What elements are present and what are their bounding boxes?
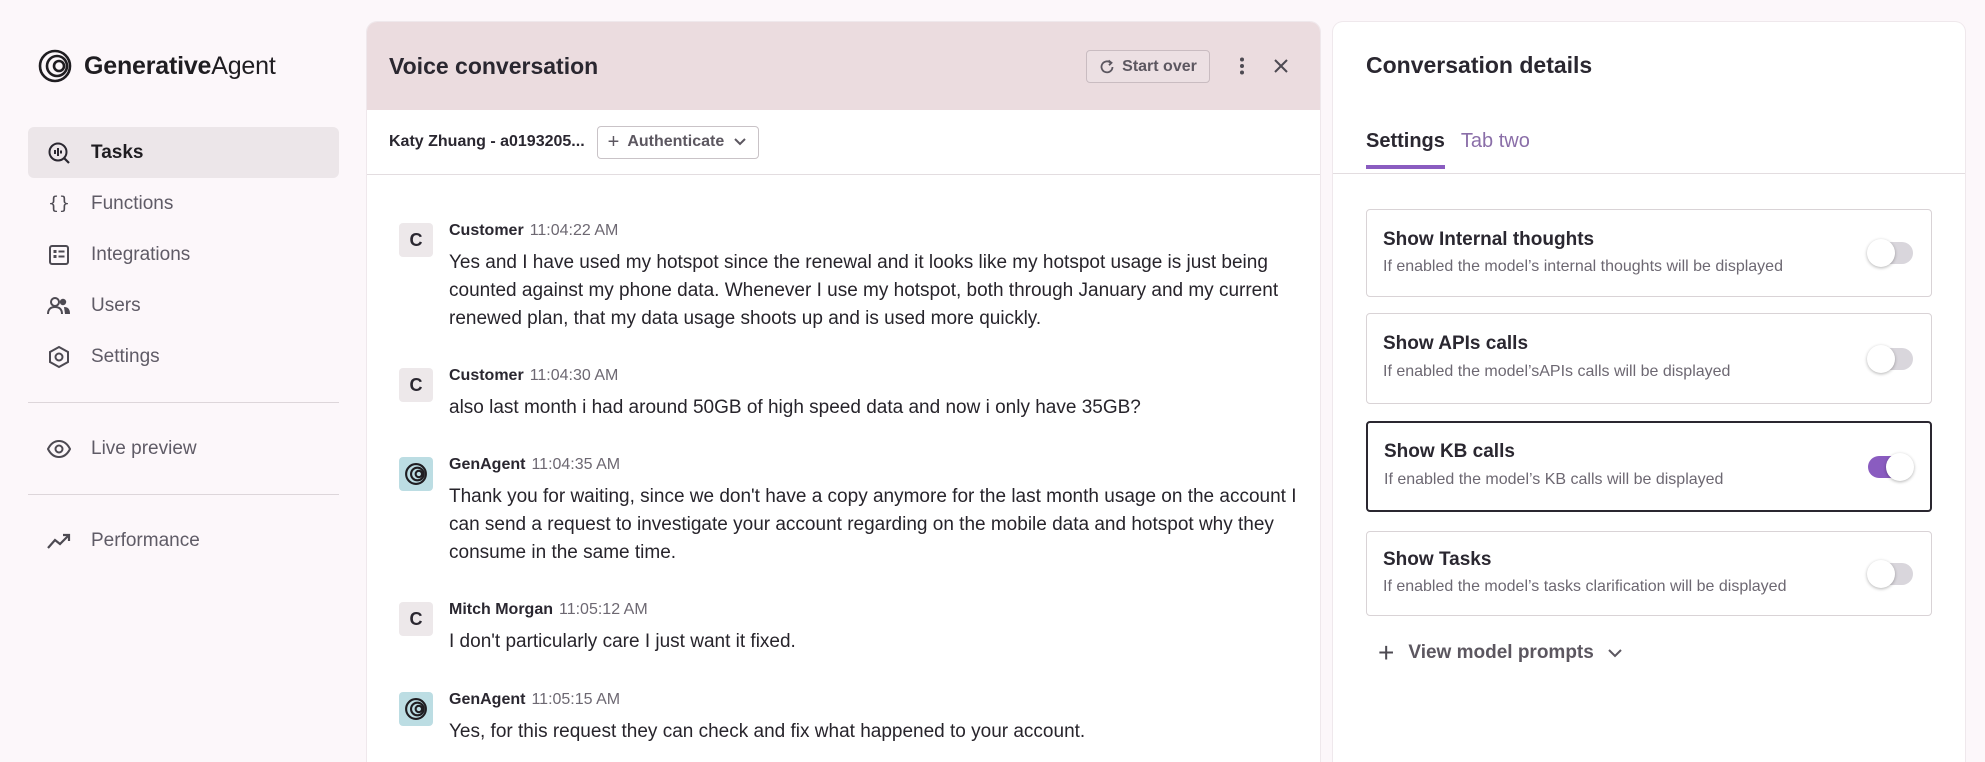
toggle-knob: [1867, 560, 1895, 588]
message-time: 11:04:30 AM: [529, 367, 619, 384]
tab-two[interactable]: Tab two: [1460, 130, 1530, 152]
toggle-kb-calls[interactable]: [1868, 456, 1912, 478]
setting-card-kb-calls: [1366, 421, 1932, 512]
sidebar-item-users[interactable]: [28, 280, 339, 331]
toggle-knob: [1886, 453, 1914, 481]
message-time: 11:04:22 AM: [529, 222, 619, 239]
voice-conversation-panel: [367, 22, 1320, 762]
functions-icon: {}: [48, 193, 70, 214]
message-time: 11:05:12 AM: [559, 601, 648, 618]
sidebar-item-label: Live preview: [91, 437, 197, 459]
setting-description: If enabled the model’sAPIs calls will be displayed: [1383, 363, 1731, 380]
message-text: I don't particularly care I just want it fixed.: [449, 631, 796, 652]
trend-icon: [46, 528, 72, 554]
conversation-title: Voice conversation: [389, 52, 599, 79]
users-icon: [46, 293, 72, 319]
avatar: C: [399, 223, 433, 257]
sidebar: [0, 0, 365, 762]
setting-card-api-calls: [1366, 313, 1932, 404]
message-text: Yes, for this request they can check and fix what happened to your account.: [449, 721, 1086, 742]
genagent-logo-icon: [404, 697, 428, 721]
message-author: GenAgent: [449, 456, 526, 473]
genagent-avatar: [399, 692, 433, 726]
sidebar-item-label: Performance: [91, 529, 200, 551]
message-author: Customer: [449, 222, 524, 239]
setting-description: If enabled the model’s KB calls will be displayed: [1384, 471, 1724, 488]
sidebar-item-tasks[interactable]: [28, 127, 339, 178]
nav-divider: [28, 494, 339, 495]
more-options-icon[interactable]: [1230, 54, 1254, 78]
tab-settings[interactable]: Settings: [1366, 130, 1445, 169]
avatar: C: [399, 368, 433, 402]
settings-icon: [46, 344, 72, 370]
plus-icon: +: [607, 130, 620, 153]
setting-description: If enabled the model’s tasks clarification will be displayed: [1383, 578, 1787, 595]
conversation-subheader: [367, 110, 1320, 175]
sidebar-item-label: Functions: [91, 192, 174, 214]
setting-title: Show Internal thoughts: [1383, 229, 1595, 250]
setting-title: Show KB calls: [1384, 441, 1515, 462]
plus-icon: +: [1378, 637, 1395, 668]
authenticate-button[interactable]: [597, 126, 760, 159]
setting-card-internal-thoughts: [1366, 209, 1932, 297]
message-text: Yes and I have used my hotspot since the renewal and it looks like my hotspot usage is just being counted against my phone data. Whenever I use my hotspot, both through January and my current renewed plan, that my data usage shoots up and is used more quickly.: [449, 252, 1279, 329]
sidebar-item-functions[interactable]: [28, 178, 339, 229]
authenticate-label: Authenticate: [627, 133, 725, 150]
sidebar-item-performance[interactable]: [28, 515, 339, 566]
message-text: Thank you for waiting, since we don't have a copy anymore for the last month usage on the account I can send a request to investigate your account regarding on the mobile data and hotspot why they consume in the same time.: [449, 486, 1297, 563]
setting-card-tasks: [1366, 531, 1932, 616]
integrations-icon: [46, 242, 72, 268]
brand-name: GenerativeAgent: [84, 51, 276, 80]
customer-name: Katy Zhuang - a0193205...: [389, 133, 585, 150]
genagent-logo-icon: [404, 462, 428, 486]
sidebar-item-label: Integrations: [91, 243, 191, 265]
sidebar-item-integrations[interactable]: [28, 229, 339, 280]
genagent-avatar: [399, 457, 433, 491]
brand-logo[interactable]: [38, 48, 276, 84]
view-model-prompts-label: View model prompts: [1408, 642, 1594, 663]
details-title: Conversation details: [1366, 52, 1593, 78]
refresh-icon: [1099, 59, 1115, 75]
message-author: Mitch Morgan: [449, 601, 553, 618]
logo-icon: [38, 49, 72, 83]
sidebar-nav: [28, 127, 339, 566]
message-time: 11:05:15 AM: [531, 691, 621, 708]
toggle-api-calls[interactable]: [1869, 348, 1913, 370]
toggle-internal-thoughts[interactable]: [1869, 242, 1913, 264]
close-icon[interactable]: [1269, 54, 1293, 78]
setting-description: If enabled the model’s internal thoughts will be displayed: [1383, 258, 1783, 275]
message-meta: [449, 456, 620, 474]
nav-divider: [28, 402, 339, 403]
sidebar-item-settings[interactable]: [28, 331, 339, 382]
tasks-icon: [46, 140, 72, 166]
setting-title: Show Tasks: [1383, 549, 1492, 570]
conversation-header: [367, 22, 1320, 110]
setting-title: Show APIs calls: [1383, 333, 1529, 354]
message-meta: [449, 601, 648, 619]
sidebar-item-label: Tasks: [91, 141, 144, 163]
chevron-down-icon: [1608, 649, 1622, 658]
sidebar-item-live-preview[interactable]: [28, 423, 339, 474]
message-author: GenAgent: [449, 691, 526, 708]
message-text: also last month i had around 50GB of high speed data and now i only have 35GB?: [449, 397, 1141, 418]
message-author: Customer: [449, 367, 524, 384]
eye-icon: [46, 436, 72, 462]
sidebar-item-label: Settings: [91, 345, 160, 367]
chevron-down-icon: [734, 138, 746, 146]
conversation-details-panel: [1333, 22, 1965, 762]
toggle-knob: [1867, 345, 1895, 373]
message-meta: [449, 691, 620, 709]
message-meta: [449, 222, 618, 240]
toggle-tasks[interactable]: [1869, 563, 1913, 585]
message-meta: [449, 367, 618, 385]
details-tabs: [1366, 130, 1546, 169]
start-over-label: Start over: [1122, 57, 1197, 75]
sidebar-item-label: Users: [91, 294, 141, 316]
start-over-button[interactable]: [1086, 50, 1210, 83]
avatar: C: [399, 602, 433, 636]
tabs-divider: [1333, 173, 1965, 174]
message-time: 11:04:35 AM: [531, 456, 621, 473]
toggle-knob: [1867, 239, 1895, 267]
view-model-prompts-button[interactable]: [1378, 637, 1622, 668]
